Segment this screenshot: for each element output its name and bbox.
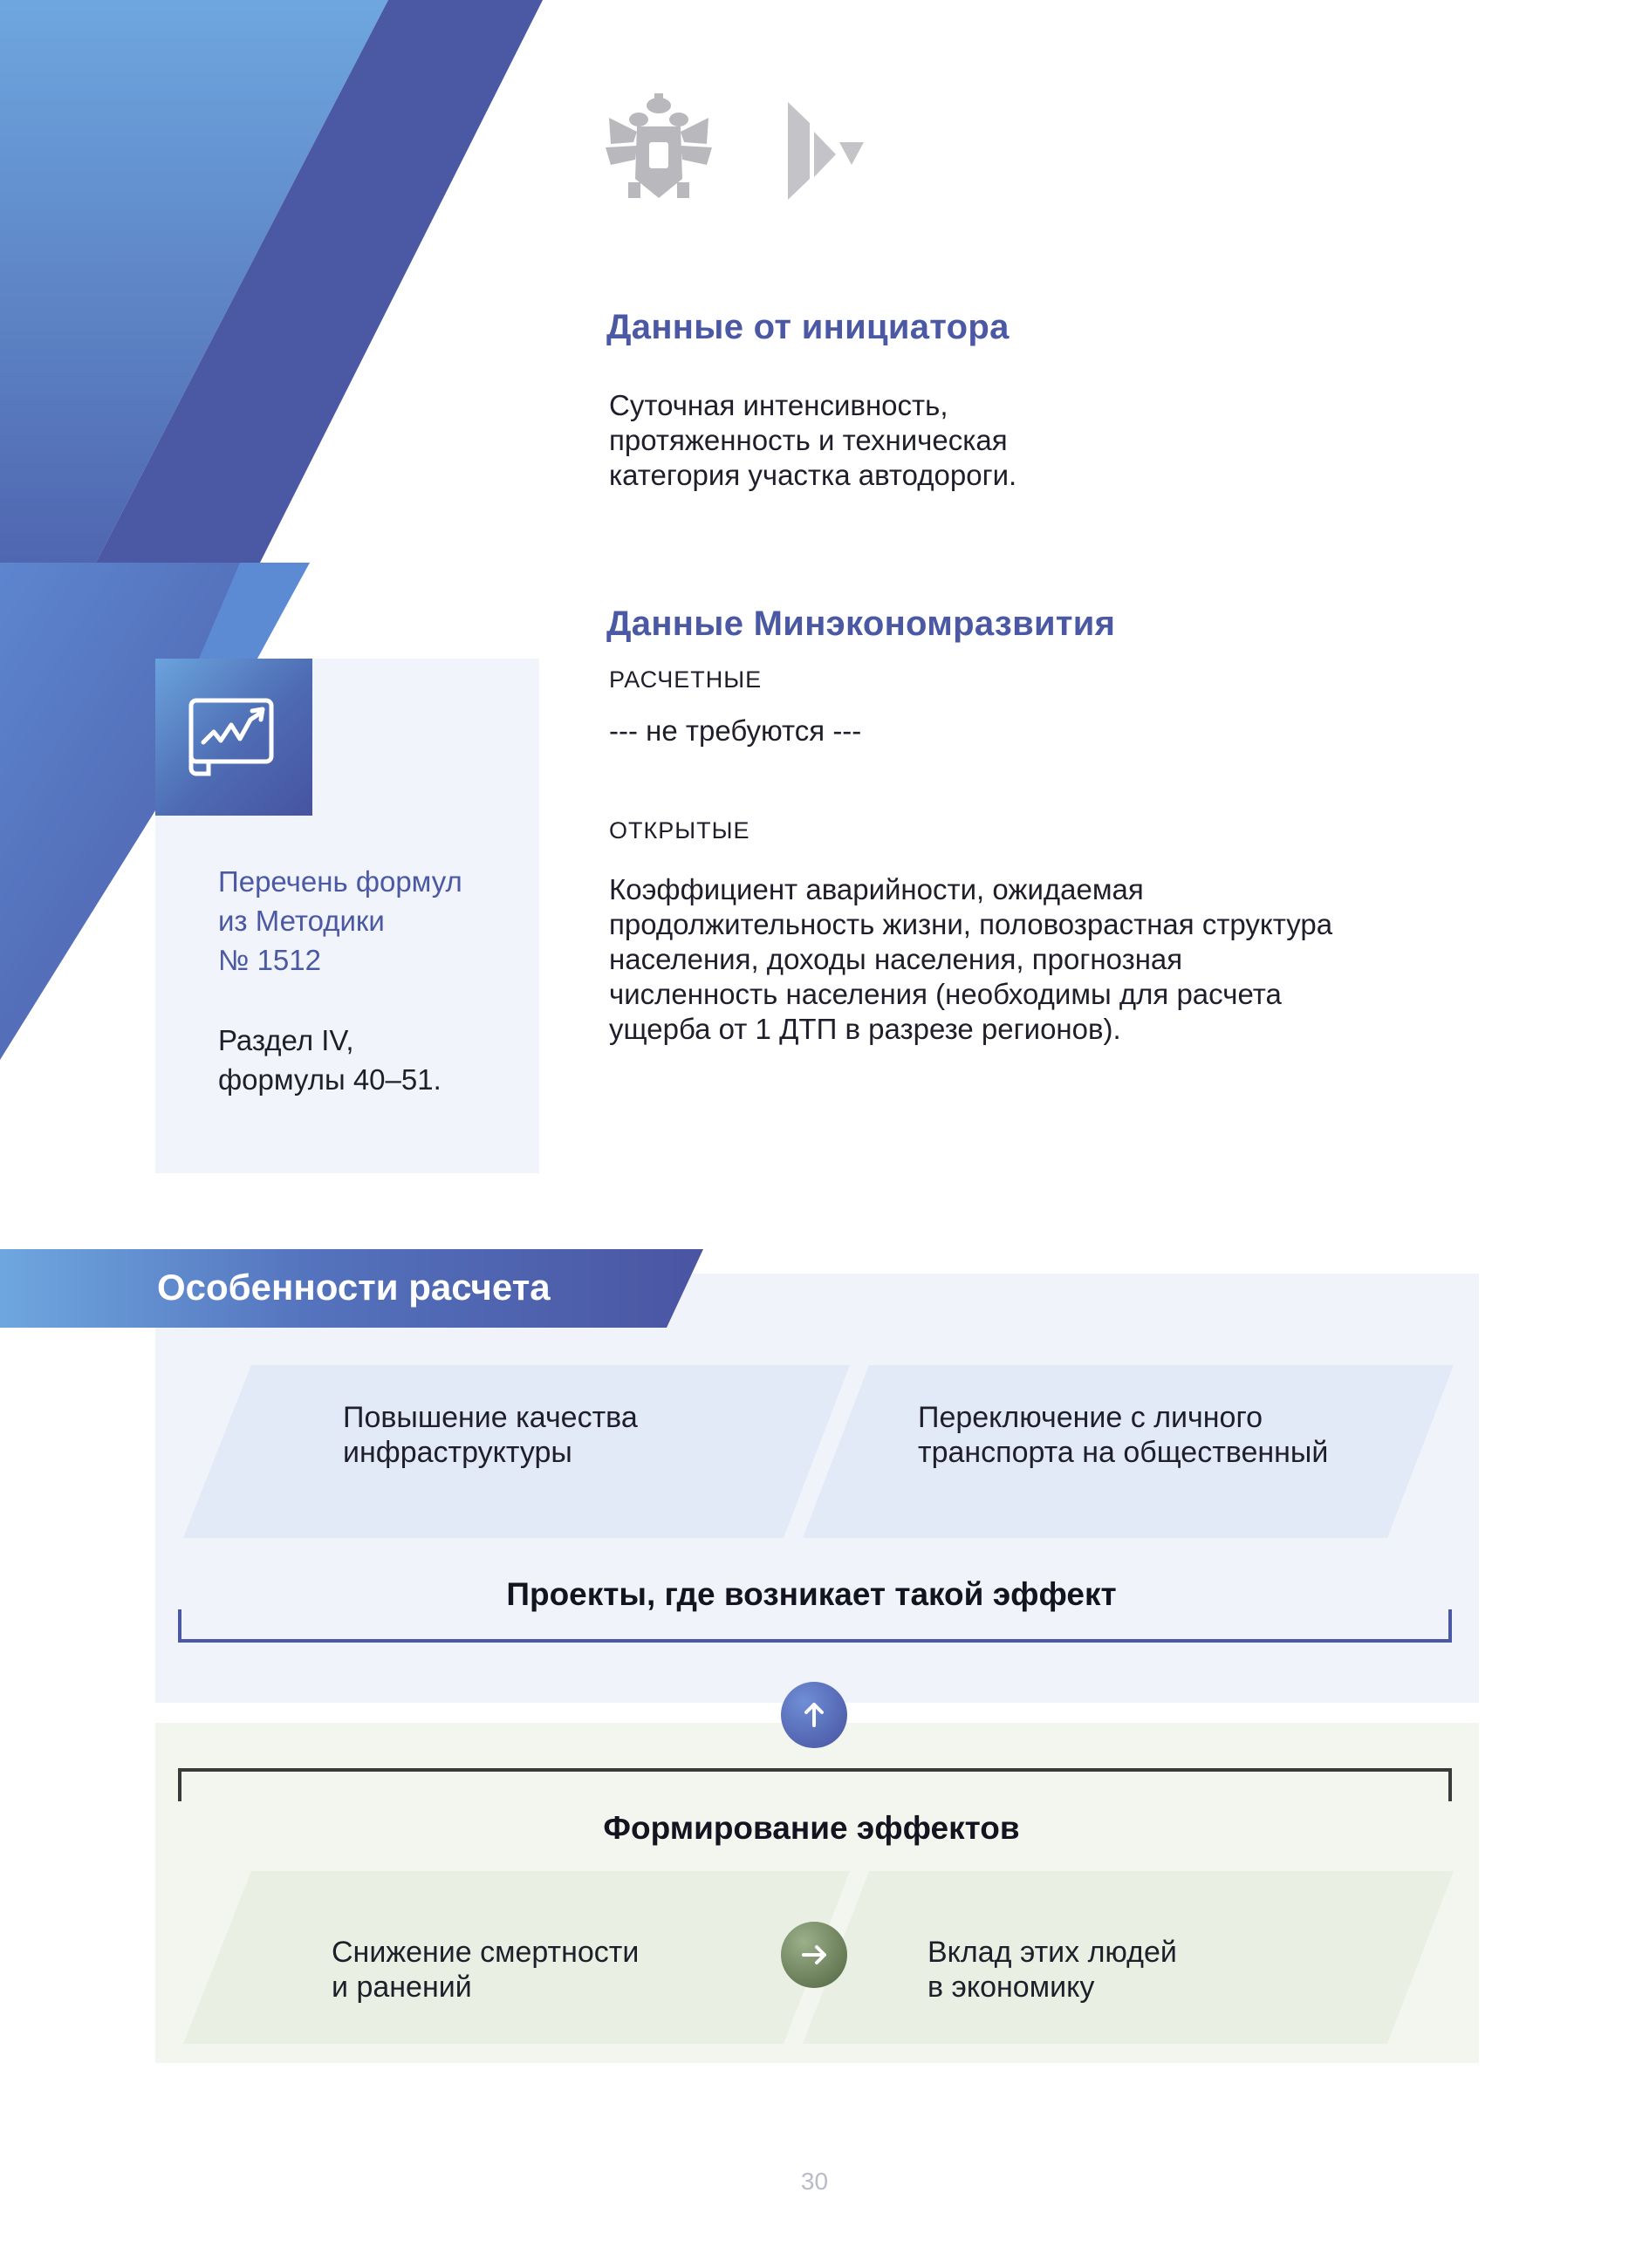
effects-title: Формирование эффектов xyxy=(603,1810,1020,1846)
text-line: протяженность и техническая xyxy=(609,424,1008,456)
text-line: инфраструктуры xyxy=(343,1436,572,1469)
effects-box-1 xyxy=(332,1935,639,2005)
calculated-label: РАСЧЕТНЫЕ xyxy=(609,666,763,693)
text-line: категория участка автодороги. xyxy=(609,459,1017,491)
section-reference xyxy=(218,1021,441,1099)
text-line: Переключение с личного xyxy=(918,1401,1263,1434)
effects-bracket xyxy=(177,1766,1453,1801)
calculated-value: --- не требуются --- xyxy=(609,714,862,747)
arrow-right-icon xyxy=(781,1922,847,1988)
section-line: формулы 40–51. xyxy=(218,1063,441,1096)
text-line: Снижение смертности xyxy=(332,1936,640,1969)
text-line: ущерба от 1 ДТП в разрезе регионов). xyxy=(609,1013,1121,1045)
formula-line: № 1512 xyxy=(218,944,321,976)
text-line: и ранений xyxy=(332,1971,472,2004)
text-line: Повышение качества xyxy=(343,1401,638,1434)
open-label: ОТКРЫТЫЕ xyxy=(609,817,750,844)
text-line: населения, доходы населения, прогнозная xyxy=(609,943,1183,975)
initiator-title: Данные от инициатора xyxy=(606,308,1010,346)
text-line: Вклад этих людей xyxy=(927,1936,1177,1969)
open-data-description xyxy=(609,872,1332,1047)
effects-box-2 xyxy=(927,1935,1177,2005)
formula-list-label xyxy=(218,862,462,980)
ministry-logo-icon xyxy=(788,102,864,200)
formula-line: Перечень формул xyxy=(218,865,462,898)
text-line: продолжительность жизни, половозрастная структура xyxy=(609,908,1333,940)
text-line: Суточная интенсивность, xyxy=(609,389,948,421)
projects-box-1 xyxy=(343,1400,638,1470)
logos xyxy=(602,92,916,209)
coat-of-arms-icon xyxy=(602,92,916,205)
section-line: Раздел IV, xyxy=(218,1024,354,1056)
text-line: Коэффициент аварийности, ожидаемая xyxy=(609,873,1144,905)
projects-bracket xyxy=(177,1609,1453,1644)
ministry-title: Данные Минэкономразвития xyxy=(606,605,1116,643)
projects-box-2 xyxy=(918,1400,1328,1470)
arrow-up-icon xyxy=(781,1682,847,1748)
projects-title: Проекты, где возникает такой эффект xyxy=(506,1576,1117,1612)
page-number: 30 xyxy=(800,2168,829,2195)
features-title: Особенности расчета xyxy=(157,1267,551,1308)
text-line: транспорта на общественный xyxy=(918,1436,1329,1469)
text-line: численность населения (необходимы для расчета xyxy=(609,978,1282,1010)
formula-line: из Методики xyxy=(218,905,385,937)
initiator-description xyxy=(609,388,1016,493)
text-line: в экономику xyxy=(927,1971,1095,2004)
chart-growth-icon xyxy=(155,659,312,816)
